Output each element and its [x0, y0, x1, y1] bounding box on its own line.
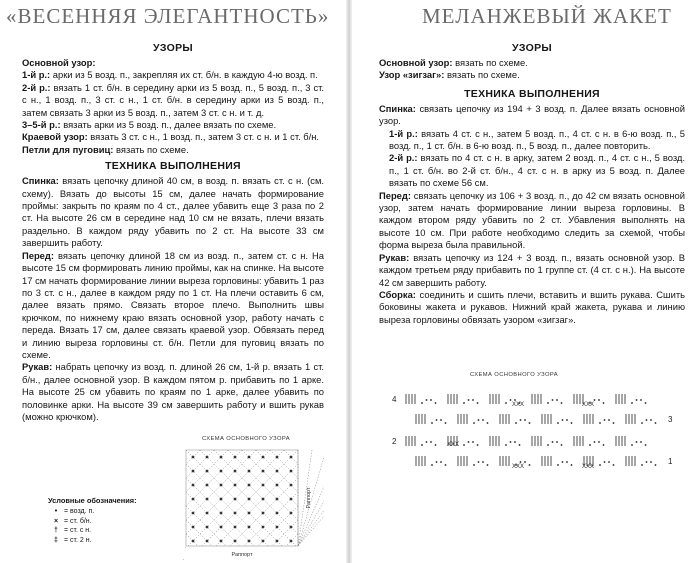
diagram-chain-dot — [566, 419, 568, 421]
diagram-stitch — [276, 526, 279, 529]
right-pattern-lead: Основной узор: — [379, 57, 453, 68]
diagram-stitch — [290, 484, 293, 487]
right-technique-title: ТЕХНИКА ВЫПОЛНЕНИЯ — [464, 87, 600, 100]
left-pattern-lead: 2-й р.: — [22, 81, 51, 93]
left-pattern-paragraph — [22, 57, 324, 69]
diagram-stitch — [220, 470, 223, 473]
diagram-diagonal — [186, 492, 240, 546]
left-pattern-lead: Петли для пуговиц: — [22, 143, 114, 155]
diagram-stitch — [220, 526, 223, 529]
right-technique-list — [379, 103, 685, 326]
left-technique-paragraph — [22, 175, 324, 249]
left-pattern-text: вязать арки из 5 возд. п., далее вязать по схеме. — [60, 119, 277, 131]
left-pattern-text: вязать по схеме. — [113, 143, 189, 155]
left-patterns-title: УЗОРЫ — [153, 42, 193, 54]
diagram-stitch — [192, 498, 195, 501]
diagram-stitch — [276, 540, 279, 543]
diagram-chain-dot — [646, 419, 648, 421]
diagram-stitch-label: XXX — [447, 442, 460, 448]
diagram-chain-dot — [655, 422, 657, 424]
legend-text: = ст. б/н. — [64, 517, 92, 525]
right-technique-lead: Спинка: — [379, 102, 416, 114]
diagram-stitch — [248, 498, 251, 501]
diagram-diagonal — [184, 546, 186, 548]
legend — [48, 496, 168, 545]
diagram-chain-dot — [636, 441, 638, 443]
diagram-diagonal — [216, 464, 298, 546]
diagram-chain-dot — [640, 441, 642, 443]
diagram-rapport-vertical-label: Раппорт — [306, 487, 312, 509]
diagram-chain-dot — [604, 419, 606, 421]
legend-text: = возд. п. — [64, 508, 95, 515]
legend-symbol: † — [54, 527, 58, 534]
diagram-chain-dot — [613, 464, 615, 466]
diagram-stitch — [192, 470, 195, 473]
diagram-stitch — [248, 470, 251, 473]
diagram-chain-dot — [641, 464, 643, 466]
right-pattern-text: вязать по схеме. — [444, 69, 520, 81]
left-technique-paragraph — [22, 361, 324, 423]
diagram-chain-dot — [477, 402, 479, 404]
diagram-chain-dot — [435, 444, 437, 446]
legend-rows — [48, 507, 168, 545]
right-text-column — [379, 40, 685, 326]
legend-text: = ст. с н. — [64, 527, 92, 534]
diagram-stitch — [276, 498, 279, 501]
diagram-stitch — [262, 540, 265, 543]
left-technique-list — [22, 175, 324, 423]
diagram-row-number: 1 — [668, 457, 673, 466]
right-pattern-paragraph — [379, 57, 685, 69]
right-running-head: МЕЛАНЖЕВЫЙ ЖАКЕТ — [422, 4, 672, 28]
legend-row — [48, 517, 168, 527]
diagram-stitch — [262, 512, 265, 515]
left-technique-text: вязать цепочку длиной 18 см из возд. п., затем ст. с н. На высоте 15 см формировать линию проймы, как на спинке. На высоте 17 см начать формирование линии выреза горловины: убавить 1 раз по 3 ст. с н., далее в каждом ряду по 1 ст. На плечи оставить 6 см, далее вязать прямо. Связать второе плечо. Выполнить швы крючком, по нижнему краю вязать основной узор, работу начать с переда. Вязать 17 см, далее связать краевой узор. Обвязать перед и линию выреза горловины ст. б/н. Петли для пуговиц вязать по схеме. — [22, 249, 324, 360]
diagram-diagonal — [230, 478, 298, 546]
diagram-chain-dot — [514, 399, 516, 401]
left-diagram-title: СХЕМА ОСНОВНОГО УЗОРА — [201, 436, 291, 442]
diagram-stitch — [290, 498, 293, 501]
left-technique-lead: Рукав: — [22, 361, 53, 373]
diagram-chain-dot — [650, 461, 652, 463]
right-technique-paragraph — [379, 152, 685, 189]
diagram-diagonal — [188, 450, 284, 546]
diagram-chain-dot — [561, 402, 563, 404]
diagram-diagonal — [186, 464, 268, 546]
right-technique-lead: Сборка: — [379, 288, 416, 300]
diagram-chain-dot — [519, 444, 521, 446]
left-technique-lead: Перед: — [22, 249, 54, 261]
left-pattern-diagram — [176, 436, 326, 561]
diagram-chain-dot — [608, 419, 610, 421]
diagram-stitch-label: XXX — [512, 402, 525, 408]
diagram-frame — [186, 450, 298, 546]
diagram-stitch — [262, 484, 265, 487]
right-pattern-diagram — [392, 372, 692, 472]
diagram-chain-dot — [468, 441, 470, 443]
diagram-stitch — [220, 484, 223, 487]
right-page — [352, 0, 699, 563]
diagram-diagonal — [202, 450, 298, 546]
left-technique-text: набрать цепочку из возд. п. длиной 26 см, 1-й р. вязать 1 ст. б/н., далее основной узор. В каждом пятом р. прибавить по 1 арке. На высоте 25 см убавить по краям по 1 арке, далее убавить по половинке арки. На высоте 39 см завершить работу и вшить рукав (можно крючком). — [22, 361, 324, 422]
diagram-chain-dot — [557, 464, 559, 466]
diagram-stitch — [262, 456, 265, 459]
diagram-row-number: 4 — [392, 395, 397, 404]
diagram-stitch — [248, 484, 251, 487]
left-technique-lead: Спинка: — [22, 175, 59, 187]
diagram-stitch — [234, 512, 237, 515]
diagram-chain-dot — [552, 399, 554, 401]
diagram-stitch — [276, 512, 279, 515]
left-technique-paragraph — [22, 250, 324, 362]
diagram-chain-dot — [608, 461, 610, 463]
diagram-chain-dot — [650, 419, 652, 421]
diagram-chain-dot — [463, 444, 465, 446]
diagram-chain-dot — [603, 444, 605, 446]
diagram-stitch — [206, 526, 209, 529]
diagram-chain-dot — [524, 419, 526, 421]
left-pattern-paragraph — [22, 144, 324, 156]
diagram-chain-dot — [477, 444, 479, 446]
diagram-stitch — [290, 456, 293, 459]
diagram-stitch — [234, 498, 237, 501]
left-diagram-grid — [182, 448, 324, 560]
diagram-stitch-label: XXX — [512, 464, 525, 470]
diagram-chain-dot — [472, 399, 474, 401]
diagram-diagonal — [272, 520, 298, 546]
diagram-stitch — [192, 484, 195, 487]
diagram-chain-dot — [529, 464, 531, 466]
diagram-chain-dot — [631, 402, 633, 404]
diagram-row-number: 2 — [392, 437, 397, 446]
diagram-chain-dot — [594, 399, 596, 401]
diagram-stitch — [206, 484, 209, 487]
diagram-chain-dot — [473, 464, 475, 466]
diagram-chain-dot — [613, 422, 615, 424]
diagram-chain-dot — [482, 419, 484, 421]
diagram-chain-dot — [636, 399, 638, 401]
diagram-chain-dot — [478, 461, 480, 463]
right-pattern-lead: Узор «зигзаг»: — [379, 69, 445, 81]
right-technique-paragraph — [379, 289, 685, 326]
diagram-stitch — [248, 526, 251, 529]
diagram-diagonal — [186, 478, 254, 546]
diagram-chain-dot — [556, 441, 558, 443]
legend-symbol: • — [54, 508, 58, 515]
left-page — [0, 0, 346, 563]
diagram-diagonal — [186, 450, 282, 546]
diagram-stitch — [220, 540, 223, 543]
diagram-chain-dot — [641, 422, 643, 424]
legend-row — [48, 507, 168, 517]
diagram-chain-dot — [482, 461, 484, 463]
left-pattern-lead: 1-й р.: — [22, 69, 51, 81]
diagram-chain-dot — [510, 441, 512, 443]
right-technique-lead: 1-й р.: — [389, 127, 418, 139]
legend-symbol: ‡ — [54, 536, 58, 544]
diagram-chain-dot — [604, 461, 606, 463]
right-technique-lead: Рукав: — [379, 251, 410, 263]
diagram-stitch — [192, 512, 195, 515]
right-technique-text: вязать по 4 ст. с н. в арку, затем 2 возд. п., 4 ст. с н., 5 возд. п., 1 ст. б/н. во 2-й ст. б/н., 4 ст. с н. в арку из 5 возд. п. Далее вязать по схеме 56 см. — [389, 152, 685, 189]
diagram-chain-dot — [468, 399, 470, 401]
legend-title: Условные обозначения: — [48, 496, 137, 505]
diagram-stitch — [206, 540, 209, 543]
diagram-stitch — [192, 456, 195, 459]
diagram-chain-dot — [426, 441, 428, 443]
diagram-stitch — [248, 540, 251, 543]
left-running-head: «ВЕСЕННЯЯ ЭЛЕГАНТНОСТЬ» — [6, 4, 330, 28]
diagram-chain-dot — [430, 441, 432, 443]
diagram-chain-dot — [603, 402, 605, 404]
diagram-chain-dot — [431, 464, 433, 466]
diagram-stitch — [248, 456, 251, 459]
left-text-column — [22, 40, 324, 423]
diagram-chain-dot — [421, 444, 423, 446]
diagram-chain-dot — [487, 464, 489, 466]
diagram-stitch — [276, 456, 279, 459]
diagram-chain-dot — [426, 399, 428, 401]
diagram-chain-dot — [594, 441, 596, 443]
diagram-chain-dot — [547, 402, 549, 404]
legend-symbol: × — [53, 517, 59, 525]
right-diagram-chart — [392, 384, 692, 472]
diagram-stitch — [234, 526, 237, 529]
diagram-diagonal — [182, 546, 186, 560]
diagram-stitch — [234, 470, 237, 473]
diagram-chain-dot — [445, 422, 447, 424]
diagram-chain-dot — [430, 399, 432, 401]
diagram-stitch — [290, 512, 293, 515]
diagram-diagonal — [186, 520, 212, 546]
right-technique-lead: 2-й р.: — [389, 152, 418, 164]
diagram-chain-dot — [562, 419, 564, 421]
diagram-chain-dot — [505, 444, 507, 446]
diagram-stitch — [276, 470, 279, 473]
diagram-stitch — [234, 540, 237, 543]
left-pattern-lead: 3–5-й р.: — [22, 119, 61, 131]
diagram-chain-dot — [645, 402, 647, 404]
left-technique-text: вязать цепочку длиной 40 см, в возд. п. вязать ст. с н. (см. схему). Вязать до высоты 15 см, далее начать формирование проймы: закрыть по краям по 4 ст., далее убавить еще 3 раза по 2 ст. На высоте 26 см в середине над 10 см не вязать, плечи вязать раздельно. В каждом ряду убавить по 2 ст. На высоте 33 см завершить работу. — [22, 175, 324, 249]
right-technique-paragraph — [379, 103, 685, 128]
diagram-chain-dot — [640, 399, 642, 401]
diagram-chain-dot — [598, 441, 600, 443]
right-technique-paragraph — [379, 252, 685, 289]
diagram-stitch — [220, 456, 223, 459]
diagram-chain-dot — [421, 402, 423, 404]
left-pattern-lead: Основной узор: — [22, 57, 96, 68]
right-technique-lead: Перед: — [379, 189, 411, 201]
legend-text: = ст. 2 н. — [64, 536, 92, 544]
diagram-chain-dot — [515, 422, 517, 424]
diagram-stitch — [262, 526, 265, 529]
diagram-chain-dot — [524, 461, 526, 463]
left-patterns-list — [22, 57, 324, 156]
left-pattern-paragraph — [22, 131, 324, 143]
diagram-stitch — [234, 456, 237, 459]
right-pattern-text: вязать по схеме. — [452, 57, 528, 68]
diagram-chain-dot — [566, 461, 568, 463]
left-pattern-paragraph — [22, 69, 324, 81]
diagram-chain-dot — [557, 422, 559, 424]
diagram-chain-dot — [440, 461, 442, 463]
diagram-chain-dot — [556, 399, 558, 401]
diagram-chain-dot — [655, 464, 657, 466]
right-technique-text: связать цепочку из 106 + 3 возд. п., до 42 см вязать основной узор, затем начать формирование линии выреза горловины. В каждом втором ряду убавить по 2 ст. Убавления выполнять на высоте 10 см. При работе необходимо следить за схемой, чтобы форма выреза была правильной. — [379, 189, 685, 251]
right-technique-text: соединить и сшить плечи, вставить и вшить рукава. Сшить боковины жакета и рукавов. Нижний край жакета, рукава и линию выреза горловины обвязать узором «зигзаг». — [379, 288, 685, 325]
diagram-stitch-label: XXX — [582, 402, 595, 408]
right-diagram-title: СХЕМА ОСНОВНОГО УЗОРА — [469, 372, 559, 378]
diagram-chain-dot — [571, 422, 573, 424]
diagram-chain-dot — [529, 422, 531, 424]
diagram-stitch — [206, 498, 209, 501]
diagram-stitch — [262, 498, 265, 501]
diagram-chain-dot — [431, 422, 433, 424]
diagram-row-number: 3 — [668, 415, 673, 424]
diagram-stitch — [262, 470, 265, 473]
diagram-chain-dot — [505, 402, 507, 404]
diagram-chain-dot — [514, 441, 516, 443]
diagram-chain-dot — [487, 422, 489, 424]
diagram-stitch — [290, 470, 293, 473]
right-patterns-title: УЗОРЫ — [512, 42, 552, 54]
diagram-diagonal — [286, 534, 298, 546]
diagram-diagonal — [244, 492, 298, 546]
diagram-chain-dot — [520, 419, 522, 421]
diagram-stitch — [220, 498, 223, 501]
diagram-stitch — [192, 540, 195, 543]
diagram-chain-dot — [552, 441, 554, 443]
diagram-chain-dot — [436, 419, 438, 421]
left-pattern-text: вязать 3 ст. с н., 1 возд. п., затем 3 ст. с н. и 1 ст. б/н. — [87, 131, 320, 143]
left-pattern-paragraph — [22, 119, 324, 131]
diagram-chain-dot — [440, 419, 442, 421]
diagram-chain-dot — [645, 444, 647, 446]
diagram-chain-dot — [561, 444, 563, 446]
diagram-stitch — [234, 484, 237, 487]
left-pattern-paragraph — [22, 82, 324, 119]
diagram-stitch — [248, 512, 251, 515]
right-technique-text: вязать 4 ст. с н., затем 5 возд. п., 4 ст. с н. в 6-ю возд. п., 5 возд. п., 1 ст. б/н. в 6-ю возд. п., 5 возд. п., далее повторить. — [389, 127, 685, 152]
diagram-rapport-label: Раппорт — [231, 552, 253, 558]
diagram-chain-dot — [445, 464, 447, 466]
diagram-chain-dot — [599, 464, 601, 466]
diagram-chain-dot — [589, 444, 591, 446]
diagram-chain-dot — [646, 461, 648, 463]
right-technique-text: связать цепочку из 194 + 3 возд. п. Далее вязать основной узор. — [379, 102, 685, 127]
legend-row — [48, 526, 168, 536]
legend-row — [48, 536, 168, 546]
left-technique-title: ТЕХНИКА ВЫПОЛНЕНИЯ — [105, 160, 241, 173]
diagram-chain-dot — [463, 402, 465, 404]
right-technique-text: вязать цепочку из 124 + 3 возд. п., вязать основной узор. В каждом третьем ряду прибавить по 1 группе ст. (4 ст. с н.). На высоте 42 см завершить работу. — [379, 251, 685, 288]
diagram-chain-dot — [631, 444, 633, 446]
left-pattern-text: арки из 5 возд. п., закрепляя их ст. б/н. в каждую 4-ю возд. п. — [50, 69, 318, 81]
diagram-stitch — [206, 470, 209, 473]
diagram-chain-dot — [598, 399, 600, 401]
diagram-chain-dot — [436, 461, 438, 463]
diagram-stitch — [290, 526, 293, 529]
diagram-chain-dot — [435, 402, 437, 404]
diagram-chain-dot — [562, 461, 564, 463]
diagram-chain-dot — [510, 399, 512, 401]
diagram-stitch — [276, 484, 279, 487]
right-pattern-paragraph — [379, 69, 685, 81]
diagram-stitch — [220, 512, 223, 515]
left-pattern-text: вязать 1 ст. б/н. в середину арки из 5 возд. п., 5 возд. п., 3 ст. с н., 1 возд. п., 3 ст. с н., 1 ст. б/н. в середину арки из 5 возд. п., затем связать 3 арки из 5 возд. п., затем 3 ст. с н. и т. д. — [22, 81, 324, 118]
diagram-chain-dot — [478, 419, 480, 421]
diagram-diagonal — [200, 450, 296, 546]
diagram-chain-dot — [520, 461, 522, 463]
right-patterns-list — [379, 57, 685, 82]
diagram-stitch — [290, 540, 293, 543]
left-pattern-lead: Краевой узор: — [22, 131, 88, 143]
diagram-chain-dot — [473, 422, 475, 424]
diagram-chain-dot — [599, 422, 601, 424]
right-technique-paragraph — [379, 190, 685, 252]
diagram-chain-dot — [571, 464, 573, 466]
right-technique-paragraph — [379, 128, 685, 153]
diagram-stitch-label: XXX — [582, 464, 595, 470]
diagram-stitch — [206, 456, 209, 459]
diagram-chain-dot — [472, 441, 474, 443]
diagram-chain-dot — [547, 444, 549, 446]
diagram-diagonal — [186, 534, 198, 546]
diagram-stitch — [192, 526, 195, 529]
diagram-stitch — [206, 512, 209, 515]
